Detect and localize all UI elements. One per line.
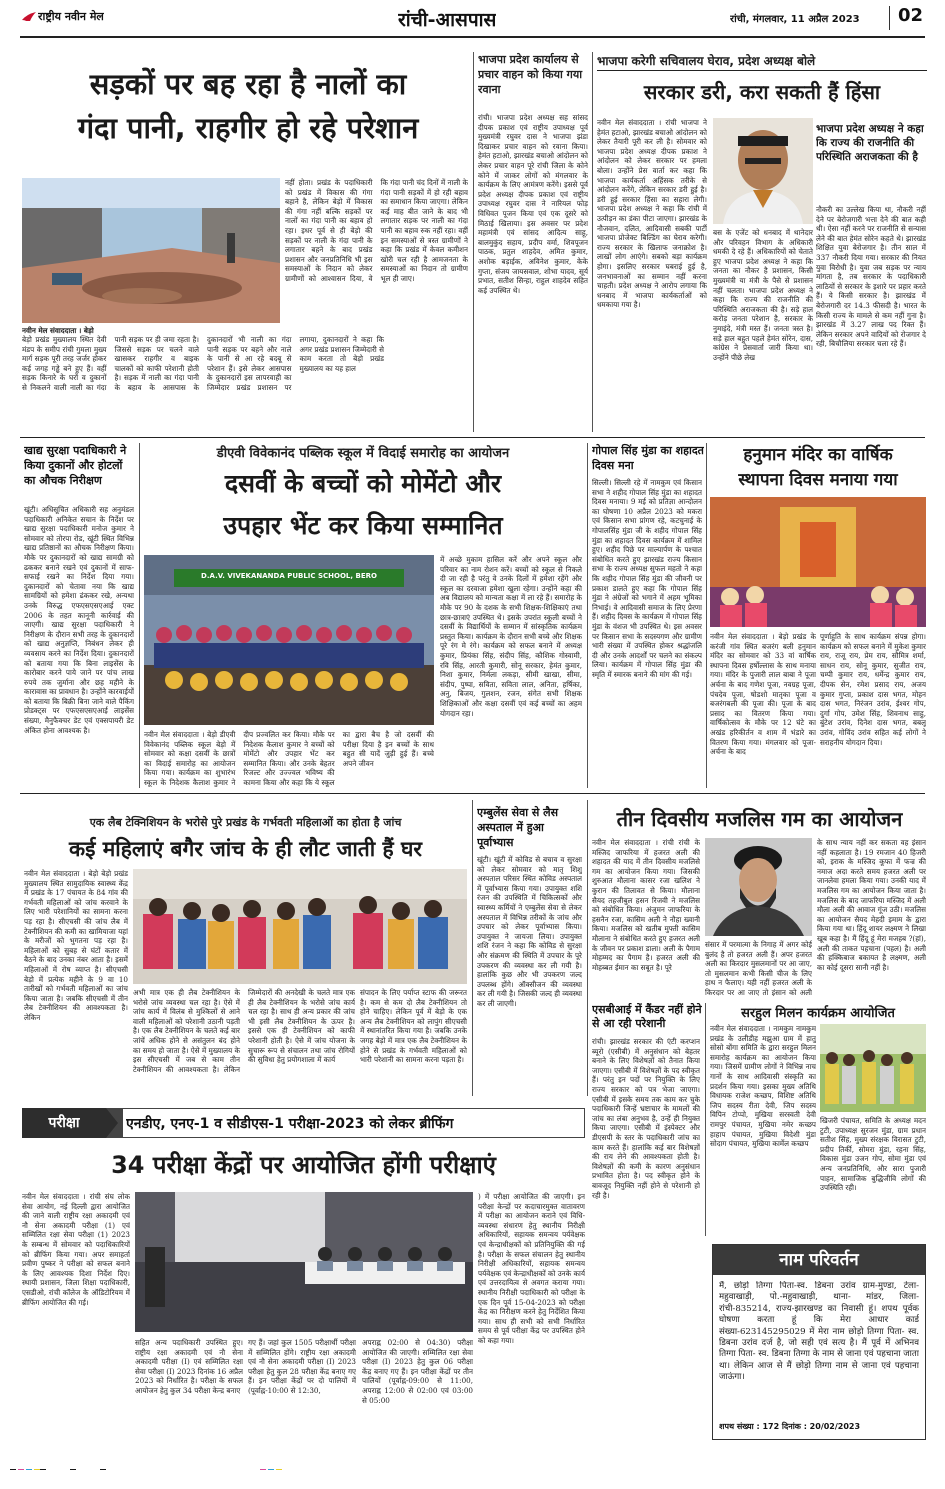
dav-body-1: नवीन मेल संवाददाता । बेड़ो डीएवी विवेकानंद पब्लिक स्कूल बेड़ो में सोमवार को कक्षा दसवीं के छात्रों का विदाई समारोह का आयोजन किया गया। कार्यक्रम का शुभारंभ स्कूल के निदेशक कैलाश कुमार ने दीप प्रज्वलित कर किया। मौके पर निदेशक कैलाश कुमार ने बच्चों को मोमेंटो और उपहार भेंट कर सम्मानित किया। और उनके बेहतर रिजल्ट और उज्ज्वल भविष्य की कामना किया और कहा कि ये स्कूल का द्वारा बैच है जो दसवीं की परीक्षा दिया है इन बच्चों के साथ बहुत सी यादें जुड़ी हुई हैं। बच्चे अपने जीवन (144, 730, 434, 787)
exam-kicker: एनडीए, एनए-1 व सीडीएस-1 परीक्षा-2023 को लेकर ब्रीफिंग (126, 1116, 454, 1132)
health-camp-headline: कई महिलाएं बगैर जांच के ही लौट जाती हैं घर (69, 837, 422, 861)
exam-briefing-photo (135, 1192, 473, 1332)
bjp-vehicle-headline: भाजपा प्रदेश कार्यालय से प्रचार वाहन को किया गया रवाना (478, 53, 583, 96)
masthead-divider (889, 6, 890, 30)
majlis-headline: तीन दिवसीय मजलिस गम का आयोजन (616, 807, 903, 831)
sbi-body: रांची। झारखंड सरकार की एंटी करप्शन ब्यूरो (एसीबी) में अनुसंधान को बेहतर बनाने के लिए विशेषज्ञों को तैनात किया जाएगा। एसीबी में विशेषज्ञों के पद स्वीकृत हैं। परंतु इन पदों पर नियुक्ति के लिए राज्य सरकार को पत्र भेजा जाएगा। एसीबी में इसके समय तक काम कर चुके पदाधिकारी जिन्हें भ्रष्टाचार के मामलों की जांच का लंबा अनुभव है, उन्हें ही नियुक्त किया जाएगा। एसीबी में इंस्पेक्टर और डीएसपी के स्तर के पदाधिकारी जांच का काम करते हैं। हालांकि कई बार विशेषज्ञों की राय लेने की आवश्यकता होती है। विशेषज्ञों की कमी के कारण अनुसंधान प्रभावित होता है। पद स्वीकृत होने के बावजूद नियुक्ति नहीं होने से परेशानी हो रही है। (592, 1037, 700, 1200)
dav-headline-line-2: उपहार भेंट कर किया सम्मानित (223, 511, 503, 540)
sarhul-photo (820, 1024, 926, 1112)
dav-headline-line-1: दसवीं के बच्चों को मोमेंटो और (224, 469, 502, 498)
exam-headline: 34 परीक्षा केंद्रों पर आयोजित होंगी परीक्षाएं (111, 1151, 496, 1179)
exam-body-4: अपराह्न 02:00 से 04:30) परीक्षा आयोजित की जाएगी। सम्मिलित रक्षा सेवा परीक्षा (I) 2023 हेतु कुल 06 परीक्षा केंद्र बनाए गए हैं। इन परीक्षा केंद्रों पर तीन पालियों (पूर्वाह्न-09:00 से 11:00, अपराह्न 12:00 से 02:00 एवं 03:00 से 05:00 (362, 1338, 473, 1405)
bjp-threat-body-2: बस के एजेंट को धनबाद में थानेदार और परिवहन विभाग के अधिकारी धमकी दे रहे हैं। अधिकारियों को चेताते हुए भाजपा प्रदेश अध्यक्ष ने कहा कि जनता का नौकर है प्रशासन, किसी मुख्यमंत्री या मंत्री के पैसे से प्रशासन नहीं चलता। भाजपा प्रदेश अध्यक्ष ने कहा कि राज्य की राजनीति की परिस्थिति अराजकता की है। सड़े हाल करोड़ जनता परेशान है, सरकार के नुमाइंदे, मंत्री मस्त हैं। जनता त्रस्त है। सड़े हाल बहुत पहले हेमंत सोरेन, दास, कांग्रेस ने प्रेसवार्ता जारी किया था। उन्होंने पीछे लेख (713, 228, 813, 362)
sarhul-body-1: नवीन मेल संवाददाता । नामकुम नामकुम प्रखंड के उलीडीह मझुआ ग्राम में हातु सोसो बोंगा समिति के द्वारा सरहुल मिलन समारोह कार्यक्रम का आयोजन किया गया। जिसमें ग्रामीण लोगों ने विभिन्न नाच गानों के साथ आदिवासी संस्कृति का प्रदर्शन किया गया। इसका मुख्य अतिथि विधायक राजेश कच्छप, विशिष्ट अतिथि जिप सदस्य रीता देवी, जिप सदस्य विपिन टोप्पो, मुखिया सरस्वती देवी रामपुर पंचायत, मुखिया नमेर कच्छप हाहाप पंचायत, मुखिया विदेशी मुंडा सोदाग पंचायत, मुखिया कार्मेल कच्छप (710, 1024, 816, 1149)
health-camp-body-3: संपादन के लिए पर्याप्त स्टाफ की जरूरत है। कम से कम दो लैब टेक्नीशियन तो होने चाहिए। लेकिन पूर्व में बेड़ो के एक अन्य लैब टेक्नीशियन को लापुंग सीएचसी में स्थानांतरित किया गया है। जबकि उनके जगह बेड़ो में मात्र एक लैब टेक्नीशियन के होने से प्रखंड के गर्भवती महिलाओं को भारी परेशानी का सामना करना पड़ता है। (360, 988, 467, 1065)
majlis-body-3: के साथ न्याय नहीं कर सकता वह इंसान नहीं कहलाता है। 19 रमजान 40 हिजरी को, इराक के मस्जिद कूफा में फज्र की नमाज अदा करते समय हजरत अली पर जानलेवा हमला किया गया। उनकी याद में मजलिस गम का आयोजन किया जाता है। मजलिस के बाद जाफरिया मस्जिद में अली मौला अली की आवाज गूंज उठी। मजलिस का आयोजन सैयद मेहदी इमाम के द्वारा किया गया था। हिंदू शायर लक्ष्मण ने लिखा खूब कहा है। मैं हिंदू हूं मेरा मजहब ?(हां), अली की ताकत पहचाना (पहल) है। अली की हक्किबाज बकायत है लक्ष्मण, अली का कोई दूसरा सानी नहीं है। (817, 838, 926, 972)
name-change-headline: नाम परिवर्तन (713, 1245, 925, 1275)
ambulance-body: खूंटी। खूंटी में कोविड से बचाव व सुरक्षा को लेकर सोमवार को मातृ शिशु अस्पताल परिसर स्थित कोविड अस्पताल में पूर्वाभ्यास किया गया। उपायुक्त शशि रंजन की उपस्थिति में चिकित्सकों और स्वास्थ्य कर्मियों ने एम्बुलेंस सेवा से लेकर अस्पताल में विभिन्न तरीकों के जांच और उपचार को लेकर पूर्वाभ्यास किया। उपायुक्त ने जायजा लिया। उपायुक्त शशि रंजन ने कहा कि कोविड से सुरक्षा और संक्रमण की स्थिति में उपचार के पूरे उपकरण की व्यवस्था कर ली गयी है। हालांकि कुछ और भी उपकरण जल्द उपलब्ध होंगे। ऑक्सीजन की व्यवस्था कर ली गयी है। जिसकी जल्द ही व्यवस्था कर ली जाएगी। (477, 855, 582, 1008)
masthead (0, 0, 945, 40)
food-safety-headline: खाद्य सुरक्षा पदाधिकारी ने किया दुकानों और होटलों का औचक निरीक्षण (24, 444, 127, 487)
dateline: रांची, मंगलवार, 11 अप्रैल 2023 (730, 14, 860, 25)
cleric-photo (705, 838, 812, 936)
name-change-box (712, 1244, 926, 1440)
drain-body-1: बेड़ो प्रखंड मुख्यालय स्थित देवी मंडप के समीप रांची गुमला मुख्य मार्ग सड़क पूरी तरह जर्जर होकर कई जगह गड्ढे बने हुए हैं। वहीं सड़क किनारे के घरों व दुकानों से निकलने वाली नाली का गंदा पानी सड़क पर ही जमा रहता है। जिससे सड़क पर चलने वाले खासकर राहगीर व बाइक चालकों को काफी परेशानी होती है। सड़क में नाली का गंदा पानी के बहाव के आसपास के दुकानदारों भी नाली का गंदा पानी सड़क पर बहने और नाले के पानी से आ रहे बदबू से परेशान हैं। इसे लेकर आसपास के दुकानदारों इस लापरवाही का जिम्मेदार प्रखंड प्रशासन पर लगाया, दुकानदारों ने कहा कि अगर प्रखंड प्रशासन जिम्मेदारी से काम करता तो बेड़ो प्रखंड मुख्यालय का यह हाल (22, 335, 384, 392)
masthead-logo: राष्ट्रीय नवीन मेल (38, 10, 104, 23)
page-number: 02 (898, 5, 924, 26)
drain-byline: नवीन मेल संवाददाता । बेड़ो (22, 326, 94, 335)
bjp-threat-quote: भाजपा प्रदेश अध्यक्ष ने कहा कि राज्य की राजनीति की परिस्थिति अराजकता की है (816, 123, 924, 163)
name-change-body: मैं, छोड़ो तिग्गा पिता-स्व. डिबना उरांव ग्राम-मुण्डा, टेला-महुवाखाड़ी, पो.-महुवाखाड़ी, थाना- मांडर, जिला-रांची-835214, राज्य-झारखण्ड का निवासी हूं। शपथ पूर्वक घोषणा करता हूं कि मेरा आधार कार्ड संख्या-623145295029 में मेरा नाम छोड़ो तिग्गा पिता- स्व. डिबना उरांव दर्ज है, जो सही एवं सत्य है। मैं पूर्व में अभिनव तिग्गा पिता- स्व. डिबना तिग्गा के नाम से जाना एवं पहचाना जाता था। लेकिन आज से मैं छोड़ो तिग्गा नाम से जाना एवं पहचाना जाऊंगा। (719, 1281, 919, 1383)
hanuman-body-2: पूर्णाहुति के साथ कार्यक्रम संपन्न होगा। कार्यक्रम को सफल बनाने में मुकेश कुमार राय, राजू राय, प्रेम राय, सौमित्र शर्मा, साधन राय, सोनू कुमार, सुजीत राय, चम्पी कुमार राय, धर्मेन्द्र कुमार राय, दीपक सेन, रमेश प्रसाद राय, अजय कुमार गुप्ता, प्रकाश दास भगत, मोहन दास भगत, निरंजन उरांव, ईश्वर गोप, दुर्गा गोप, उमेश सिंह, शिवनाथ साहु, बुंटेश उरांव, दिनेश दास भगत, बबलू उरांव, गोविंद उरांव सहित कई लोगों ने सराहनीय योगदान दिया। (820, 632, 926, 747)
drain-photo (22, 178, 280, 323)
exam-body-3: गए हैं। जहां कुल 1505 परीक्षार्थी परीक्षा में सम्मिलित होंगे। राष्ट्रीय रक्षा अकादमी एवं नौ सेना अकादमी परीक्षा (I) 2023 परीक्षा हेतु कुल 28 परीक्षा केंद्र बनाए गए हैं। इन परीक्षा केंद्रों पर दो पालियों में (पूर्वाह्न-10:00 से 12:30, (248, 1338, 356, 1395)
section-rule (20, 793, 925, 794)
drain-body-2: नहीं होता। प्रखंड के पदाधिकारी को प्रखंड में विकास की गंगा बहाने है, लेकिन बेड़ो में विकास की गंगा नहीं बल्कि सड़कों पर नालों का गंदा पानी का बहाव हो रहा। इधर पूर्व से ही बेड़ो की सड़कों पर नाली के गंदा पानी के लगातार बहने के बाद प्रखंड प्रशासन और जनप्रतिनिधि भी इस समस्याओं के निदान को लेकर ग्रामीणों को आश्वासन दिया, वे कि गंदा पानी चंद दिनों में नाली के गंदा पानी सड़कों में हो रही बहाव का समाधान किया जाएगा। लेकिन कई माह बीत जाने के बाद भी लगातार सड़क पर नाली का गंदा पानी का बहाव रुक नहीं रहा। वहीं इन समस्याओं से त्रस्त ग्रामीणों ने कहा कि प्रखंड में केवल कमीशन खोरी चल रही है आमजनता के समस्याओं का निदान तो ग्रामीण भूल ही जाए। (285, 178, 468, 283)
column-rule (472, 800, 473, 1096)
dav-body-2: में अच्छे मुकाम हासिल करें और अपने स्कूल और परिवार का नाम रोशन करें। बच्चों को स्कूल से निकले दी जा रही है परंतु वे उनके दिलों में हमेशा रहेंगे और स्कूल का दरवाजा हमेशा खुला रहेगा। उन्होंने कहा की अब विद्यालय को मान्यता कक्षा में ला रहे हैं। समारोह के मौके पर 90 के दशक के सभी शिक्षक-शिक्षिकाएं तथा छात्र-छात्राएं उपस्थित थे। इसके उपरांत स्कूली बच्चों ने दसवीं के विद्यार्थियों के सम्मान में सांस्कृतिक कार्यक्रम प्रस्तुत किया। कार्यक्रम के दौरान सभी बच्चे और शिक्षक पूरे रंग मे रंगे। कार्यक्रम को सफल बनाने में अध्यक्ष कुमार, प्रियंका सिंह, संदीप सिंह, कौशिक गोस्वामी, रवि सिंह, आरती कुमारी, सोनू सरकार, हेमंत कुमार, निशा कुमार, निर्मला लकड़ा, सीमी खाखा, सीमा, संदीप, पुष्पा, सविता, सविता लाल, अनिता, हर्षिका, अनु, बिजय, गुलशन, रजन, संगेत सभी शिक्षक शिक्षिकाओं और कक्षा दसवीं एवं कई बच्चों का अहम योगदान रहा। (440, 555, 582, 718)
drain-headline-line-2: गंदा पानी, राहगीर हो रहे परेशान (77, 111, 419, 145)
dav-group-photo (144, 555, 434, 725)
column-rule (706, 443, 707, 788)
column-rule (705, 1003, 706, 1236)
exam-tag: परीक्षा (22, 1108, 106, 1138)
birsa-day-headline: गोपाल सिंह मुंडा का शहादत दिवस मना (592, 444, 704, 472)
exam-banner (22, 1108, 585, 1138)
column-rule (592, 52, 593, 432)
hanuman-headline-line-1: हनुमान मंदिर का वार्षिक (743, 445, 893, 465)
drain-headline-line-1: सड़कों पर बह रहा है नालों का (89, 67, 407, 101)
section-title: रांची-आसपास (398, 9, 497, 31)
masthead-rule (20, 36, 925, 38)
bjp-threat-kicker: भाजपा करेगी सचिवालय घेराव, प्रदेश अध्यक्ष बोले (597, 54, 816, 68)
column-rule (473, 52, 474, 432)
bjp-threat-headline: सरकार डरी, करा सकती हैं हिंसा (643, 80, 881, 104)
bjp-threat-body-3: नौकरी का उल्लेख किया था, नौकरी नहीं देने पर बेरोजगारी भत्ता देने की बात कही थी। ऐसा नहीं करने पर राजनीति से सन्यास लेने की बात हेमंत सोरेन कहते थे। झारखंड शिक्षित युवा बेरोजगार है। तीन साल में 337 नौकरी दिया गया। सरकार की नियत युवा विरोधी है। युवा जब सड़क पर न्याय मांगता है, तब सरकार के पदाधिकारी लाठियों से सरकार के इशारे पर प्रहार करते हैं। ये किसी सरकार है। झारखंड में बेरोजगारी दर 14.3 फीसदी है। भारत के किसी राज्य के मामले से कम नहीं गुना है। झारखंड में 3.27 लाख पद रिक्त हैं। लेकिन सरकार अपने वादियों को रोजगार दे रही, बिचौलिया सरकार चला रहे हैं। (816, 205, 926, 349)
exam-body-1: नवीन मेल संवाददाता । रांची संघ लोक सेवा आयोग, नई दिल्ली द्वारा आयोजित की जाने वाली राष्ट्रीय रक्षा अकादमी एवं नौ सेना अकादमी परीक्षा (1) एवं सम्मिलित रक्षा सेवा परीक्षा (1) 2023 के सम्बन्ध में सोमवार को पदाधिकारियों को ब्रीफिंग किया गया। अपर समाहर्ता प्रवीण पुष्कर ने परीक्षा को सफल बनाने के लिए आवश्यक दिशा निर्देश दिए। स्थायी प्रशासन, जिला शिक्षा पदाधिकारी, एसडीओ, रांची कॉलेज के ऑडिटोरियम में ब्रीफिंग आयोजित की गई। (22, 1192, 130, 1307)
bjp-vehicle-body: रांची। भाजपा प्रदेश अध्यक्ष सह सांसद दीपक प्रकाश एवं राष्ट्रीय उपाध्यक्ष पूर्व मुख्यमंत्री रघुवर दास ने भाजपा झंडा दिखाकर प्रचार वाहन को रवाना किया। हेमंत हटाओ, झारखंड बचाओ आंदोलन को लेकर प्रचार वाहन पूरे रांची जिला के कोने कोने में जाकर लोगों को मंगलवार के कार्यक्रम के लिए आमंत्रण करेंगे। इससे पूर्व प्रदेश अध्यक्ष दीपक प्रकाश एवं राष्ट्रीय उपाध्यक्ष रघुवर दास ने नारियल फोड़ विधिवत पूजन किया एवं एक दूसरे को मिठाई खिलाया। इस अवसर पर प्रदेश महामंत्री एवं सांसद आदित्य साहू, बालमुकुंद सहाय, प्रदीप वर्मा, शिवपूजन पाठक, प्रतुल शाहदेव, अमित कुमार, अशोक बड़ाईक, अविनेश कुमार, केके गुप्ता, संजय जायसवाल, शोभा यादव, सूर्य प्रभात, सतीश सिन्हा, राहुल शाहदेव सहित कई उपस्थित थे। (478, 113, 588, 295)
health-camp-body-2: अभी मात्र एक ही लैब टेक्नीशियन के भरोसे जांच व्यवस्था चल रहा है। ऐसे में जांच कार्य में विलंब से मुश्किलों से आने वाली महिलाओं को परेशानी उठानी पड़ती है। एक लैब टेक्नीशियन के चलते कई बार जांचें अधिक होने से असंतुलन बंद होने का समय हो जाता है। ऐसे में मुख्यालय के इस सीएचसी में जब से काम तीन टेक्नीशियन की आवश्यकता है। लेकिन जिम्मेदारों की अनदेखी के चलते मात्र एक ही लैब टेक्नीशियन के भरोसे जांच कार्य चल रहा है। साथ ही अन्य प्रकार की जांच भी इसी लैब टेक्नीशियन के ऊपर है। इससे एक ही टेक्नीशियन को काफी परेशानी होती है। ऐसे में जांच योजना के सुचारू रूप से संचालन तथा जांच रोगियों की सुविधा हेतु प्रयोगशाला में कार्य (133, 988, 355, 1074)
majlis-body-1: नवीन मेल संवाददाता । रांची रांची के मस्जिद जाफरिया में हजरत अली की शहादत की याद में तीन दिवसीय मजलिसे गम का आयोजन किया गया। जिसकी शुरुआत मौलाना कासर रजा खलिश ने कुरान की तिलावत से किया। मौलाना सैयद तहजीबुल हसन रिजवी ने मजलिस को संबोधित किया। अंजुमन जाफरिया के हसनैन रजा, कासिम अली ने नौहा ख्वानी किया। मजलिस को खतीब मुफ्ती कासिम मौलाना ने संबोधित करते हुए हजरत अली के जीवन पर प्रकाश डाला। अली के पैगाम मोहम्मद का पैगाम है। हजरत अली की मोहब्बत ईमान का सबूत है। पूरे (592, 838, 700, 972)
majlis-body-2: संसार में परमात्मा के निगाह में अगर कोई बुलंद है तो हजरत अली हैं। अपर हजरत अली का किरदार मुसलमानों पर आ जाए, तो मुसलमान कभी किसी चीज के लिए हाथ न फैलाए। यही नहीं हजरत अली के किरदार पर आ जाए तो इंसान को अली (705, 940, 812, 997)
ambulance-headline: एम्बुलेंस सेवा से लैस अस्पताल में हुआ पूर्वाभ्यास (477, 806, 559, 849)
bjp-threat-body-1: नवीन मेल संवाददाता । रांची भाजपा ने हेमंत हटाओ, झारखंड बचाओ आंदोलन को लेकर तैयारी पूरी कर ली है। सोमवार को भाजपा प्रदेश अध्यक्ष दीपक प्रकाश ने आंदोलन को लेकर सरकार पर हमला बोला। उन्होंने प्रेस वार्ता कर कहा कि भाजपा कार्यकर्ता अहिंसक तरीके से आंदोलन करेंगे, लेकिन सरकार डरी हुई है। डरी हुई सरकार हिंसा का सहारा लेगी। भाजपा प्रदेश अध्यक्ष ने कहा कि रांची में उत्पीड़न का डंका पीटा जाएगा। झारखंड के नौजवान, दलित, आदिवासी सबकी पार्टी भाजपा प्रोजेक्ट बिल्डिंग का घेराव करेगी। राज्य सरकार के खिलाफ जनाक्रोश है। लाखों लोग आएंगे। सबको बड़ा कार्यक्रम होगा। इसलिए सरकार घबराई हुई है, जनभावनाओं का सम्मान नहीं करना चाहती। प्रदेश अध्यक्ष ने आरोप लगाया कि धनबाद में भाजपा कार्यकर्ताओं को धमकाया गया है। (597, 118, 707, 310)
health-camp-body-1: नवीन मेल संवाददाता । बेड़ो बेड़ो प्रखंड मुख्यालय स्थित सामुदायिक स्वास्थ्य केंद्र में प्रखंड के 17 पंचायत के 84 गांव की गर्भवती महिलाओं को जांच करवाने के लिए भारी परेशानियों का सामना करना पड़ रहा है। सीएचसी की जांच लैब में टेक्नीशियन की कमी का खामियाजा यहां के मरीजों को भुगतना पड़ रहा है। महिलाओं को सुबह से घंटों कतार में बैठने के बाद उनका नंबर आता है। इसमें महिलाओं में रोष व्याप्त है। सीएचसी बेड़ो में प्रत्येक महीने के 9 वा 10 तारीखों को गर्भवती महिलाओं का जांच किया जाता है। जबकि सीएचसी में तीन लैब टेक्नीशियन की आवश्यकता है। लेकिन (24, 869, 128, 1022)
bird-logo-icon (22, 9, 36, 21)
sarhul-headline: सरहुल मिलन कार्यक्रम आयोजित (741, 1006, 895, 1021)
exam-body-5: ) में परीक्षा आयोजित की जाएगी। इन परीक्षा केन्द्रों पर कदाचारमुक्त वातावरण में परीक्षा का आयोजन कराने एवं विधि-व्यवस्था संधारण हेतु स्थानीय निरीक्षी अधिकारियों, सहायक समन्वय पर्यवेक्षक एवं केन्द्राधीक्षकों को प्रतिनियुक्ति की गई है। परीक्षा के सफल संचालन हेतु स्थानीय निरीक्षी अधिकारियों, सहायक समन्वय पर्यवेक्षक एवं केन्द्राधीक्षकों को उनके कार्य एवं उत्तरदायित्व से अवगत कराया गया। स्थानीय निरीक्षी पदाधिकारी को परीक्षा के एक दिन पूर्व 15-04-2023 को परीक्षा केंद्र का निरीक्षण करने हेतु निर्देशित किया गया। साथ ही सभी को सभी निर्धारित समय से पूर्व परीक्षा केंद्र पर उपस्थित होने को कहा गया। (478, 1192, 585, 1345)
kicker-rule (597, 70, 927, 71)
section-rule (20, 437, 925, 438)
tag-arrow (106, 1108, 118, 1138)
sbi-headline: एसबीआई में कैंडर नहीं होने से आ रही परेशानी (592, 1003, 702, 1030)
hanuman-headline-line-2: स्थापना दिवस मनाया गया (738, 470, 898, 490)
column-rule (587, 800, 588, 1096)
column-rule (587, 443, 588, 788)
exam-body-2: सहित अन्य पदाधिकारी उपस्थित हुए। राष्ट्रीय रक्षा अकादमी एवं नौ सेना अकादमी परीक्षा (I) एवं सम्मिलित रक्षा सेवा परीक्षा (I) 2023 दिनांक 16 अप्रैल 2023 को निर्धारित है। परीक्षा के सफल आयोजन हेतु कुल 34 परीक्षा केन्द्र बनाए (135, 1338, 243, 1395)
food-safety-body: खूंटी। अधिसूचित अधिकारी सह अनुमंडल पदाधिकारी अनिकेत सचान के निर्देश पर खाद्य सुरक्षा पदाधिकारी मनोज कुमार ने सोमवार को तोरपा रोड, खूंटी स्थित विभिन्न खाद्य प्रतिष्ठानों का औचक निरीक्षण किया। मौके पर दुकानदारों को खाद्य सामग्री को ढककर बनाने रखने एवं दुकानों में साफ-सफाई रखने का निर्देश दिया गया। दुकानदारों को चेतावा नया कि खाद्य सामग्रियों को हमेशा ढंककर रखे, अन्यथा उनके विरुद्ध एफएसएसएआई एक्ट 2006 के तहत कानूनी कार्रवाई की जाएगी। खाद्य सुरक्षा पदाधिकारी ने निरीक्षण के दौरान सभी तरह के दुकानदारों को खाद्य अनुज्ञप्ति, निबंधन लेकर ही व्यवसाय करने का निर्देश दिया। दुकानदारों को बताया गया कि बिना लाइसेंस के कारोबार करने पाये जाने पर पांच लाख रुपये तक जुर्माना और छह महीने के कारावास का प्रावधान है। उन्होंने कारवाईयों को बताया कि बिक्री बिना जाने वाले पैकिंग प्रोडक्ट्स पर एफएसएसएआई लाइसेंस संख्या, मैनुफैक्चर डेट एवं एक्सपायरी डेट अंकित होना आवश्यक है। (24, 505, 134, 735)
print-registration-strip (0, 1462, 945, 1470)
hospital-photo (133, 869, 467, 984)
portrait-photo (713, 118, 813, 224)
dav-headline (144, 463, 582, 547)
sarhul-body-2: खिजरी पंचायत, समिति के अध्यक्ष मदन टुटी, उपाध्यक्ष सुरजन मुंडा, ग्राम प्रधान सतीश सिंह, मुख्य संरक्षक विरासत टुटी, प्रदीप तिर्की, सोमरा मुंडा, रहना सिंह, विकास मुंडा उजन गोप, सोमा मुंडा एवं अन्य जनप्रतिनिधि, और सारा पुजारी पाहन, सामाजिक बुद्धिजीवि लोगों की उपस्थिति रही। (820, 1116, 926, 1193)
column-rule (139, 443, 140, 788)
health-camp-kicker: एक लैब टेक्निशियन के भरोसे पुरे प्रखंड के गर्भवती महिलाओं का होता है जांच (89, 816, 402, 829)
hanuman-body-1: नवीन मेल संवाददाता । बेड़ो प्रखंड के करंजी गांव स्थित बजरंग बली हनुमान मंदिर का सोमवार को 33 वां वार्षिक स्थापना दिवस हर्षोल्लास के साथ मनाया गया। मंदिर के पुजारी लाल बाबा ने पूजा अर्चना के बाद गणेश पूजा, नवग्रह पूजा, पंचदेव पूजा, षोडशो मातृका पूजा व बजरंगबली की पूजा की। पूजा के बाद प्रसाद का वितरण किया गया। वार्षिकोत्सव के मौके पर 12 घंटे का अखंड हरिकीर्तन व शाम में भंडारे का वितरण किया गया। मंगलवार को पूजा-अर्चना के बाद (710, 632, 816, 757)
dav-banner-text: D.A.V. VIVEKANANDA PUBLIC SCHOOL, BERO (201, 572, 377, 580)
name-change-footer: शपथ संख्या : 172 दिनांक : 20/02/2023 (719, 1422, 861, 1431)
dav-kicker: डीएवी विवेकानंद पब्लिक स्कूल में विदाई समारोह का आयोजन (216, 446, 510, 461)
hanuman-headline (710, 443, 926, 493)
birsa-day-body: सिल्ली। सिल्ली रहे में नामकुम एवं किसान सभा ने शहीद गोपाल सिंह मुंडा का शहादत दिवस मनाया। 9 मई को प्रतिज्ञा आन्दोलन का घोषणा 10 अप्रैल 2023 को मकरा एवं किसान सभा प्रांगण रहे, कटचुनाई के गोपालसिंह मुंडा जी के शहीद गोपाल सिंह मुंडा का शहादत दिवस कार्यक्रम में शामिल हुए। शहीद पिछे पर माल्यार्पण के पश्चात संबोधित करते हुए झारखंड राज्य किसान सभा के राज्य अध्यक्ष सुफल महतो ने कहा कि शहीद गोपाल सिंह मुंडा की जीवनी पर प्रकाश डालते हुए कहा कि गोपाल सिंह मुंडा ने अंग्रेजों को भगाने में अहम भूमिका निभाई। वे आदिवासी समाज के लिए प्रेरणा हैं। शहीद दिवस के कार्यक्रम में गोपाल सिंह मुंडा के वंशज भी उपस्थित थे। इस अवसर पर किसान सभा के सदस्यगण और ग्रामीण भारी संख्या में उपस्थित होकर श्रद्धांजलि दी और उनके आदर्शों पर चलने का संकल्प लिया। कार्यक्रम में गोपाल सिंह मुंडा की स्मृति में स्मारक बनाने की मांग की गई। (592, 478, 702, 679)
drain-headline (28, 62, 468, 150)
temple-photo (710, 497, 926, 627)
